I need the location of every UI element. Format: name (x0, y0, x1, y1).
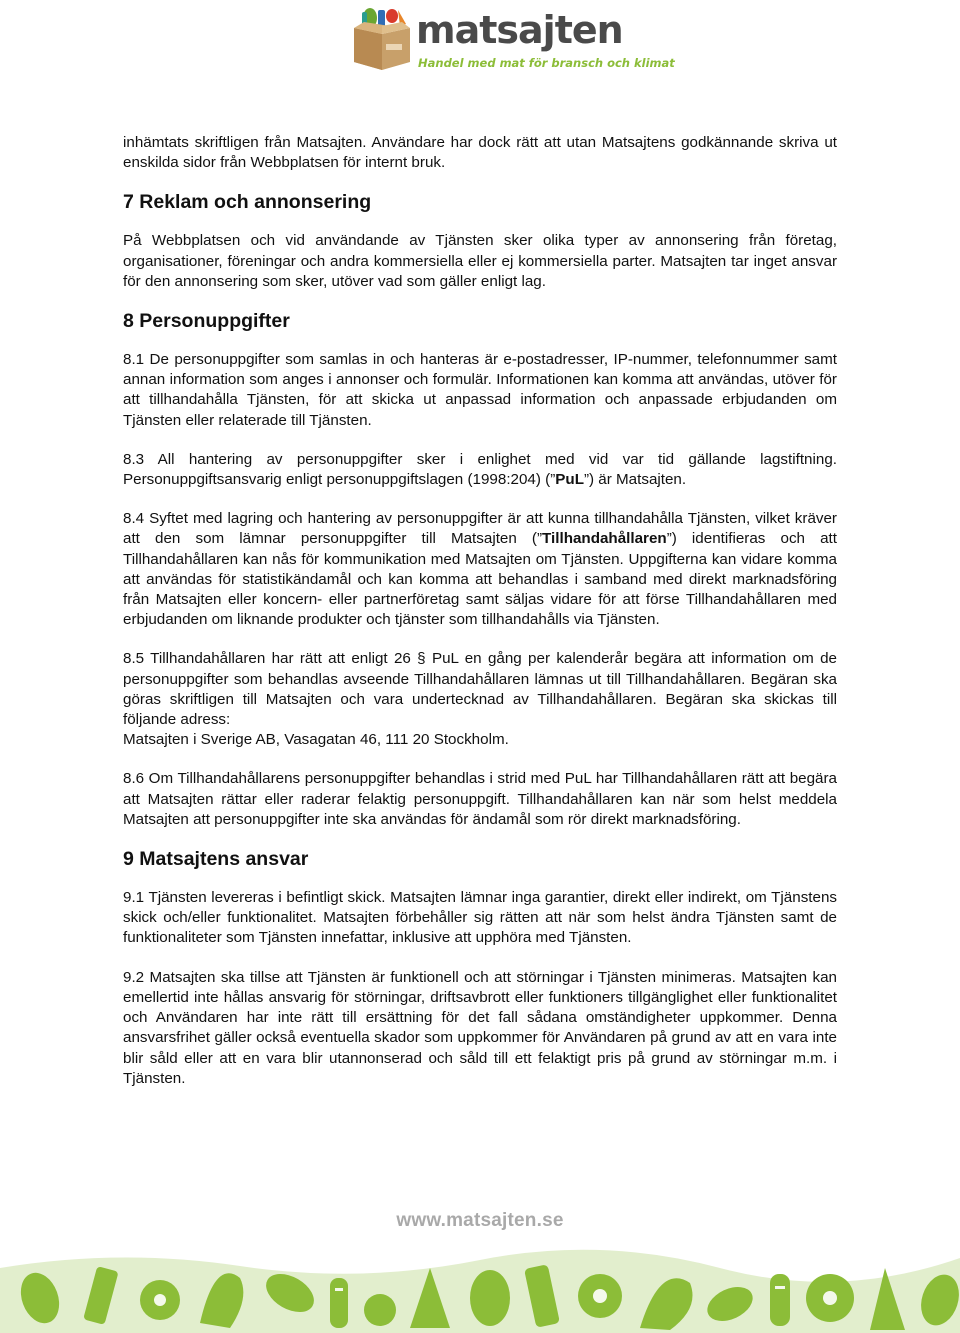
brand-tagline: Handel med mat för bransch och klimat (418, 56, 675, 70)
section-8-4-paragraph: 8.4 Syftet med lagring och hantering av personuppgifter är att kunna tillhandahålla Tjänsten, vilket kräver att den som lämnar personuppgifter till Matsajten (”Tillhandahållaren”) identifieras och att Tillhandahållaren kan nås för kommunikation med Matsajten om Tjänsten. Uppgifterna kan vidare komma att användas för statistikändamål och kan komma att behandlas i samband med direkt marknadsföring från Matsajten eller koncern- eller partnerföretag samt säljas vidare för att förse Tillhandahållaren med erbjudanden om liknande produkter och tjänster som tillhandahålls via Tjänsten. (123, 510, 837, 629)
defined-term-tillhandahallaren: Tillhandahållaren (542, 530, 667, 548)
section-7-heading: 7 Reklam och annonsering (123, 191, 372, 214)
section-9-heading: 9 Matsajtens ansvar (123, 848, 309, 871)
section-8-1-paragraph: 8.1 De personuppgifter som samlas in och hanteras är e-postadresser, IP-nummer, telefonnummer samt annan information som anges i annonser och formulär. Informationen kan komma att användas, utöver för att tillhandahålla Tjänsten, för att skicka ut anpassad information och anpassade erbjudanden om Tjänsten eller relaterade till Tjänsten. (123, 351, 837, 429)
brand-logo[interactable] (350, 0, 675, 80)
document-body (123, 133, 837, 1089)
footer-website-link[interactable]: www.matsajten.se (396, 1210, 564, 1231)
footer-food-pattern (0, 1238, 960, 1333)
section-8-5-paragraph: 8.5 Tillhandahållaren har rätt att enligt 26 § PuL en gång per kalenderår begära att information om de personuppgifter som behandlas avseende Tillhandahållaren lämnas ut till Tillhandahållaren. Begäran ska göras skriftligen till Matsajten och vara undertecknad av Tillhandahållaren. Begäran ska skickas till följande adress: (123, 650, 837, 729)
postal-address: Matsajten i Sverige AB, Vasagatan 46, 111 20 Stockholm. (123, 731, 509, 749)
section-9-2-paragraph: 9.2 Matsajten ska tillse att Tjänsten är funktionell och att störningar i Tjänsten minimeras. Matsajten kan emellertid inte hållas ansvarig för störningar, driftsavbrott eller funktioners tillgänglighet eller funktionalitet och Användaren har inte rätt till ersättning för det fall sådana omständigheter uppkommer. Denna ansvarsfrihet gäller också eventuella skador som uppkommer för Användaren på grund av att en vara inte blir såld eller att en vara blir utannonserad och såld till ett felaktigt pris på grund av störningar m.m. i Tjänsten. (123, 968, 837, 1087)
grocery-box-icon (350, 4, 414, 74)
section-8-heading: 8 Personuppgifter (123, 310, 290, 333)
section-8-6-paragraph: 8.6 Om Tillhandahållarens personuppgifter behandlas i strid med PuL har Tillhandahållaren rätt att begära att Matsajten rättar eller raderar felaktig personuppgift. Tillhandahållaren kan när som helst meddela Matsajten att personuppgifter inte ska användas för ändamål som rör direkt marknadsföring. (123, 770, 837, 828)
intro-paragraph: inhämtats skriftligen från Matsajten. Användare har dock rätt att utan Matsajtens godkännande skriva ut enskilda sidor från Webbplatsen för internt bruk. (123, 134, 837, 172)
defined-term-pul: PuL (555, 471, 584, 489)
brand-name: matsajten (416, 8, 623, 52)
section-8-3-paragraph: 8.3 All hantering av personuppgifter sker i enlighet med vid var tid gällande lagstiftning. Personuppgiftsansvarig enligt personuppgiftslagen (1998:204) (”PuL”) är Matsajten. (123, 450, 837, 489)
section-7-paragraph-1: På Webbplatsen och vid användande av Tjänsten sker olika typer av annonsering från företag, organisationer, föreningar och andra kommersiella eller ej kommersiella parter. Matsajten tar inget ansvar för den annonsering som sker, utöver vad som gäller enligt lag. (123, 232, 837, 290)
section-9-1-paragraph: 9.1 Tjänsten levereras i befintligt skick. Matsajten lämnar inga garantier, direkt eller indirekt, om Tjänstens skick och/eller funktionalitet. Matsajten förbehåller sig rätten att när som helst ändra Tjänsten samt de funktionaliteter som Tjänsten innefattar, inklusive att upphöra med Tjänsten. (123, 889, 837, 947)
